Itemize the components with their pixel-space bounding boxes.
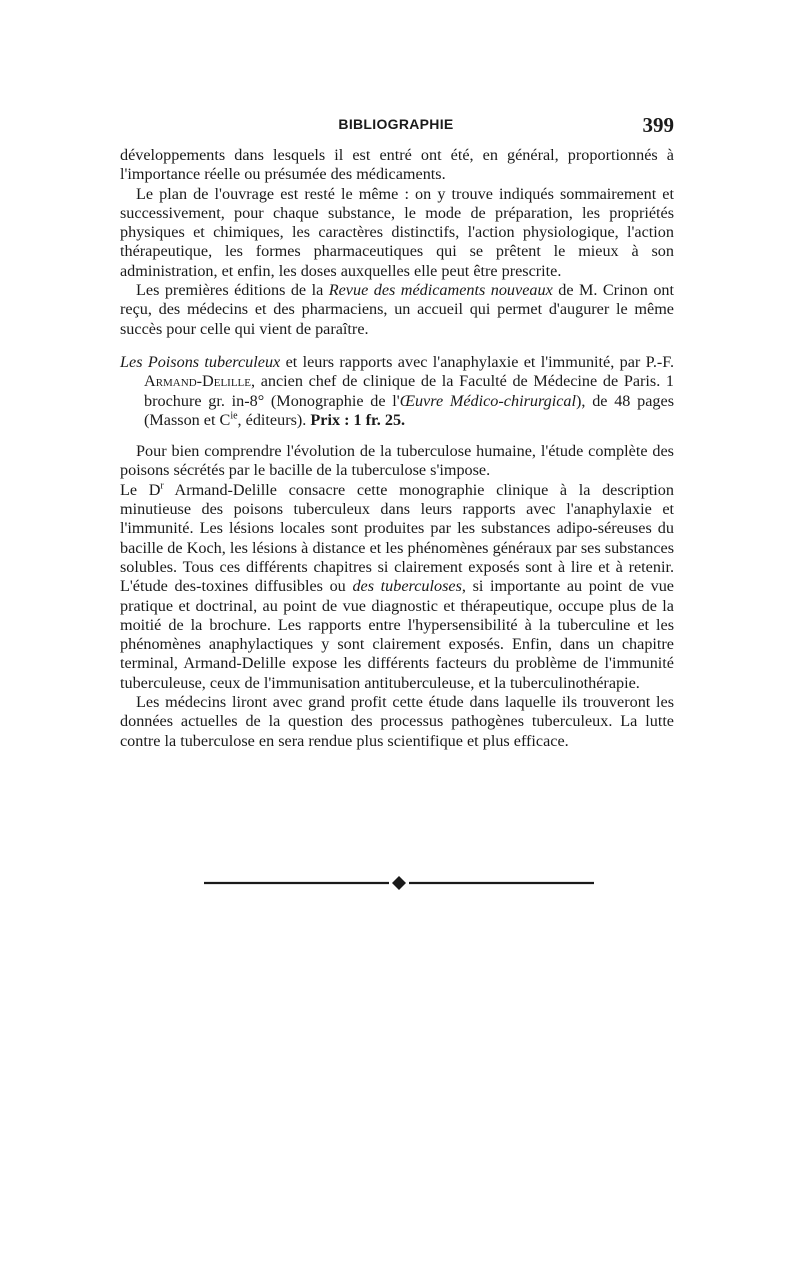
ornament-svg xyxy=(204,875,594,891)
book-affiliation: , ancien chef de clinique de la Faculté de Médecine de Paris. 1 brochure gr. in-8° (Monographie de l' xyxy=(144,372,674,410)
running-head xyxy=(118,113,674,138)
book-price: Prix : 1 fr. 25. xyxy=(310,410,406,429)
intro-paragraph-1: développements dans lesquels il est entré ont été, en général, proportionnés à l'importance réelle ou présumée des médicaments. xyxy=(120,146,674,184)
book-author: Armand-Delille xyxy=(144,372,251,391)
publisher-superscript: ie xyxy=(230,410,238,422)
intro-paragraph-3-before: Les premières éditions de la xyxy=(136,281,329,300)
review-p1b-italic: des tuberculoses xyxy=(352,577,462,596)
review-p1b-before: Le D xyxy=(120,480,161,499)
review-paragraph-1-continued xyxy=(120,481,674,693)
review-p1b-after: Armand-Delille consacre cette monographie clinique à la description minutieuse des poisons tuberculeux dans leurs rapports avec l'anaphylaxie et l'immunité. Les lésions locales sont produites par les substances adipo-séreuses du bacille de Koch, les lésions à distance et les phénomènes généraux par ses substances solubles. Tous ces différents chapitres si clairement exposés sont à lire et à retenir. L'étude des-toxines diffusibles ou xyxy=(120,480,674,596)
series-title: Œuvre Médico-chirurgical xyxy=(399,391,577,410)
review-heading xyxy=(120,353,674,430)
book-title: Les Poisons tuberculeux xyxy=(120,352,281,371)
review-p1b-end: , si importante au point de vue pratique et doctrinal, au point de vue diagnostic et thérapeutique, occupe plus de la moitié de la brochure. Les rapports entre l'hypersensibilité à la tuberculine et les phénomènes anaphylactiques y sont clairement exposés. Enfin, dans un chapitre terminal, Armand-Delille expose les différents facteurs du problème de l'immunité tuberculeuse, ceux de l'immunisation antituberculeuse, et la tuberculinothérapie. xyxy=(120,577,674,692)
review-paragraph-1: Pour bien comprendre l'évolution de la tuberculose humaine, l'étude complète des poisons sécrétés par le bacille de la tuberculose s'impose. xyxy=(120,442,674,480)
running-title: BIBLIOGRAPHIE xyxy=(338,116,454,132)
page-number: 399 xyxy=(642,113,674,137)
publisher-end: , éditeurs). xyxy=(237,410,311,429)
intro-paragraph-2: Le plan de l'ouvrage est resté le même : on y trouve indiqués sommairement et successivement, pour chaque substance, le mode de préparation, les propriétés physiques et chimiques, les caractères distinctifs, l'action physiologique, l'action thérapeutique, les formes pharmaceutiques qui se prêtent le mieux à son administration, et enfin, les doses auxquelles elle peut être prescrite. xyxy=(120,184,674,280)
body-text xyxy=(120,146,674,751)
doctor-superscript: r xyxy=(160,480,164,492)
publisher-info: ), de 48 pages (Masson et C xyxy=(144,391,674,429)
revue-title: Revue des médicaments nouveaux xyxy=(328,281,553,300)
intro-paragraph-3-after: de M. Crinon ont reçu, des médecins et des pharmaciens, un accueil qui permet d'augurer le même succès pour celle qui vient de paraître. xyxy=(120,281,674,338)
book-title-rest: et leurs rapports avec l'anaphylaxie et l'immunité, par P.-F. xyxy=(280,352,675,371)
intro-paragraph-3 xyxy=(120,281,674,339)
diamond-rule-ornament-icon xyxy=(204,875,594,891)
review-paragraph-2: Les médecins liront avec grand profit cette étude dans laquelle ils trouveront les données actuelles de la question des processus pathogènes tuberculeux. La lutte contre la tuberculose en sera rendue plus scientifique et plus efficace. xyxy=(120,693,674,750)
